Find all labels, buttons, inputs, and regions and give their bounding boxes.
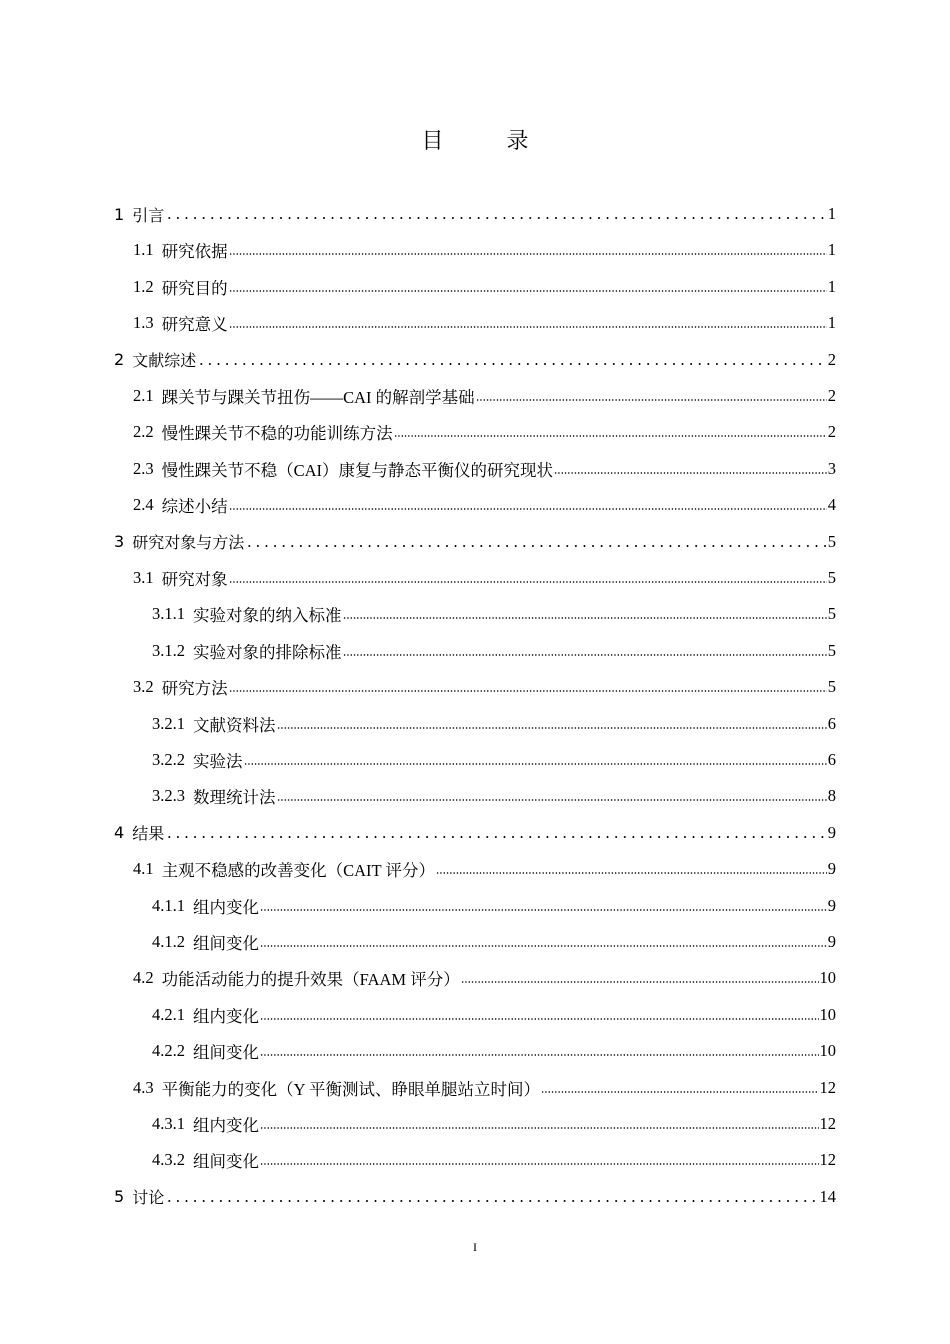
toc-entry[interactable] bbox=[133, 1070, 836, 1106]
toc-entry-title: 研究对象 bbox=[161, 570, 228, 589]
toc-entry-number: 3.1.2 bbox=[152, 640, 185, 660]
toc-leader-dots bbox=[260, 1050, 819, 1060]
toc-entry-number: 3.2.1 bbox=[152, 713, 185, 733]
toc-entry-title: 慢性踝关节不稳的功能训练方法 bbox=[161, 424, 393, 444]
toc-entry[interactable] bbox=[133, 487, 836, 523]
toc-leader-dots bbox=[461, 977, 819, 987]
toc-entry[interactable] bbox=[114, 815, 836, 851]
toc-entry[interactable] bbox=[133, 305, 836, 341]
toc-leader-dots bbox=[244, 759, 827, 769]
toc-entry-title: 综述小结 bbox=[161, 497, 228, 517]
toc-entry-page: 12 bbox=[819, 1150, 836, 1170]
toc-entry-title: 组间变化 bbox=[193, 934, 259, 953]
toc-entry-number: 2.3 bbox=[133, 458, 154, 478]
toc-entry-page: 2 bbox=[827, 422, 836, 442]
toc-entry-number: 1.3 bbox=[133, 313, 154, 333]
toc-leader-dots bbox=[436, 868, 827, 878]
toc-entry[interactable] bbox=[152, 742, 836, 778]
toc-entry[interactable] bbox=[152, 1033, 836, 1069]
toc-entry-page: 6 bbox=[827, 713, 836, 733]
toc-entry-title: 研究目的 bbox=[161, 278, 228, 298]
toc-entry-title: 组间变化 bbox=[193, 1152, 259, 1172]
toc-leader-dots bbox=[343, 650, 827, 660]
toc-leader-dots bbox=[229, 249, 827, 259]
toc-entry-page: 3 bbox=[827, 458, 836, 478]
toc-entry-title: 慢性踝关节不稳（CAI）康复与静态平衡仪的研究现状 bbox=[161, 460, 554, 480]
toc-entry[interactable] bbox=[152, 778, 836, 814]
toc-entry[interactable] bbox=[133, 451, 836, 487]
toc-entry-page: 2 bbox=[827, 349, 836, 369]
toc-entry-title: 组内变化 bbox=[193, 1006, 259, 1026]
toc-entry-number: 4.1.1 bbox=[152, 895, 185, 915]
toc-entry-title: 研究方法 bbox=[161, 679, 228, 699]
toc-entry-title: 踝关节与踝关节扭伤——CAI 的解剖学基础 bbox=[161, 388, 475, 407]
toc-entry-page: 1 bbox=[827, 204, 836, 223]
toc-entry[interactable] bbox=[152, 596, 836, 632]
toc-entry-number: 1 bbox=[114, 204, 125, 224]
toc-entry[interactable] bbox=[152, 1106, 836, 1142]
toc-entry-number: 3.1 bbox=[133, 568, 154, 587]
toc-entry-number: 2.4 bbox=[133, 495, 154, 515]
toc-entry-page: 6 bbox=[827, 750, 836, 769]
toc-entry[interactable] bbox=[133, 269, 836, 305]
toc-leader-dots bbox=[541, 1087, 818, 1097]
toc-entry-title: 组内变化 bbox=[193, 897, 259, 917]
toc-entry-title: 实验对象的排除标准 bbox=[193, 642, 342, 662]
toc-entry-page: 14 bbox=[819, 1186, 836, 1206]
toc-leader-dots bbox=[229, 577, 827, 587]
toc-leader-dots bbox=[197, 359, 827, 369]
toc-leader-dots bbox=[277, 723, 827, 733]
toc-entry-page: 5 bbox=[827, 604, 836, 624]
toc-entry-number: 4.1 bbox=[133, 859, 154, 879]
toc-leader-dots bbox=[260, 905, 827, 915]
toc-entry-number: 3 bbox=[114, 532, 125, 552]
toc-entry-number: 4.3 bbox=[133, 1077, 154, 1097]
toc-entry-page: 9 bbox=[827, 932, 836, 951]
toc-entry[interactable] bbox=[114, 1179, 836, 1215]
toc-entry-number: 3.2 bbox=[133, 677, 154, 697]
toc-entry-number: 2.2 bbox=[133, 422, 154, 442]
toc-entry[interactable] bbox=[114, 342, 836, 378]
toc-entry-title: 文献资料法 bbox=[193, 715, 276, 735]
toc-entry-page: 10 bbox=[819, 1004, 836, 1024]
toc-entry-title: 组间变化 bbox=[193, 1043, 259, 1063]
toc-leader-dots bbox=[229, 286, 827, 296]
toc-leader-dots bbox=[277, 795, 827, 805]
toc-entry-page: 1 bbox=[827, 276, 836, 296]
toc-entry[interactable] bbox=[152, 706, 836, 742]
toc-leader-dots bbox=[229, 322, 827, 332]
toc-entry-number: 4.1.2 bbox=[152, 932, 185, 951]
toc-entry-title: 研究依据 bbox=[161, 242, 228, 262]
toc-entry-number: 4.2 bbox=[133, 968, 154, 988]
toc-leader-dots bbox=[229, 686, 827, 696]
toc-entry-page: 10 bbox=[819, 1041, 836, 1061]
toc-leader-dots bbox=[229, 504, 827, 514]
toc-entry[interactable] bbox=[133, 960, 836, 996]
toc-entry-page: 2 bbox=[827, 386, 836, 405]
toc-entry-number: 3.2.3 bbox=[152, 786, 185, 806]
toc-entry-title: 文献综述 bbox=[132, 351, 197, 371]
toc-entry-page: 1 bbox=[827, 240, 836, 260]
page-title: 目 录 bbox=[421, 129, 557, 154]
toc-entry-number: 3.1.1 bbox=[152, 604, 185, 624]
toc-entry-title: 主观不稳感的改善变化（CAIT 评分） bbox=[161, 861, 435, 881]
page-number-footer: I bbox=[473, 1240, 477, 1254]
toc-entry[interactable] bbox=[152, 1142, 836, 1178]
toc-leader-dots bbox=[260, 941, 827, 951]
toc-entry[interactable] bbox=[114, 524, 836, 560]
toc-entry-number: 5 bbox=[114, 1187, 125, 1207]
toc-entry[interactable] bbox=[152, 888, 836, 924]
toc-entry[interactable] bbox=[133, 669, 836, 705]
toc-entry-page: 8 bbox=[827, 786, 836, 806]
toc-leader-dots bbox=[165, 1196, 818, 1206]
toc-entry[interactable] bbox=[152, 633, 836, 669]
toc-entry-title: 研究对象与方法 bbox=[132, 533, 245, 553]
toc-entry-page: 9 bbox=[827, 859, 836, 879]
toc-entry[interactable] bbox=[133, 560, 836, 596]
toc-entry[interactable] bbox=[133, 851, 836, 887]
toc-entry-page: 1 bbox=[827, 313, 836, 333]
toc-entry-page: 5 bbox=[827, 677, 836, 697]
toc-entry-title: 研究意义 bbox=[161, 315, 228, 335]
toc-entry-page: 5 bbox=[827, 568, 836, 587]
toc-entry-number: 4 bbox=[114, 823, 125, 843]
toc-entry-title: 讨论 bbox=[132, 1188, 165, 1208]
toc-leader-dots bbox=[260, 1014, 819, 1024]
toc-entry-title: 功能活动能力的提升效果（FAAM 评分） bbox=[161, 970, 460, 990]
toc-leader-dots bbox=[260, 1123, 819, 1133]
toc-entry-number: 2 bbox=[114, 350, 125, 370]
toc-entry-number: 4.3.2 bbox=[152, 1150, 185, 1170]
toc-entry-number: 1.1 bbox=[133, 240, 154, 260]
toc-entry-title: 组内变化 bbox=[193, 1116, 259, 1135]
toc-entry-page: 9 bbox=[827, 895, 836, 915]
toc-entry-page: 4 bbox=[827, 495, 836, 515]
toc-entry[interactable] bbox=[133, 232, 836, 268]
toc-entry-title: 实验法 bbox=[193, 752, 243, 771]
toc-entry[interactable] bbox=[152, 924, 836, 960]
toc-entry-page: 5 bbox=[827, 531, 836, 551]
toc-entry-title: 实验对象的纳入标准 bbox=[193, 606, 342, 626]
toc-leader-dots bbox=[554, 468, 827, 478]
toc-entry[interactable] bbox=[114, 196, 836, 232]
toc-leader-dots bbox=[394, 431, 827, 441]
toc-leader-dots bbox=[165, 832, 827, 842]
toc-entry-page: 10 bbox=[819, 968, 836, 988]
toc-leader-dots bbox=[476, 395, 827, 405]
toc-leader-dots bbox=[343, 613, 827, 623]
toc-entry-page: 12 bbox=[819, 1114, 836, 1133]
toc-entry-title: 数理统计法 bbox=[193, 788, 276, 808]
toc-entry-title: 平衡能力的变化（Y 平衡测试、睁眼单腿站立时间） bbox=[161, 1079, 541, 1099]
toc-entry-number: 2.1 bbox=[133, 386, 154, 405]
toc-leader-dots bbox=[260, 1159, 819, 1169]
toc-entry[interactable] bbox=[133, 378, 836, 414]
toc-entry[interactable] bbox=[133, 414, 836, 450]
toc-entry[interactable] bbox=[152, 997, 836, 1033]
toc-entry-number: 4.2.1 bbox=[152, 1004, 185, 1024]
toc-entry-number: 3.2.2 bbox=[152, 750, 185, 769]
toc-entry-page: 9 bbox=[827, 822, 836, 842]
toc-entry-title: 结果 bbox=[132, 824, 165, 844]
toc-entry-number: 4.3.1 bbox=[152, 1114, 185, 1133]
toc-leader-dots bbox=[245, 541, 827, 551]
toc-entry-title: 引言 bbox=[132, 205, 165, 225]
toc-entry-page: 12 bbox=[819, 1077, 836, 1097]
toc-entry-number: 1.2 bbox=[133, 276, 154, 296]
toc-entry-number: 4.2.2 bbox=[152, 1041, 185, 1061]
toc-entry-page: 5 bbox=[827, 640, 836, 660]
toc-leader-dots bbox=[165, 213, 827, 223]
